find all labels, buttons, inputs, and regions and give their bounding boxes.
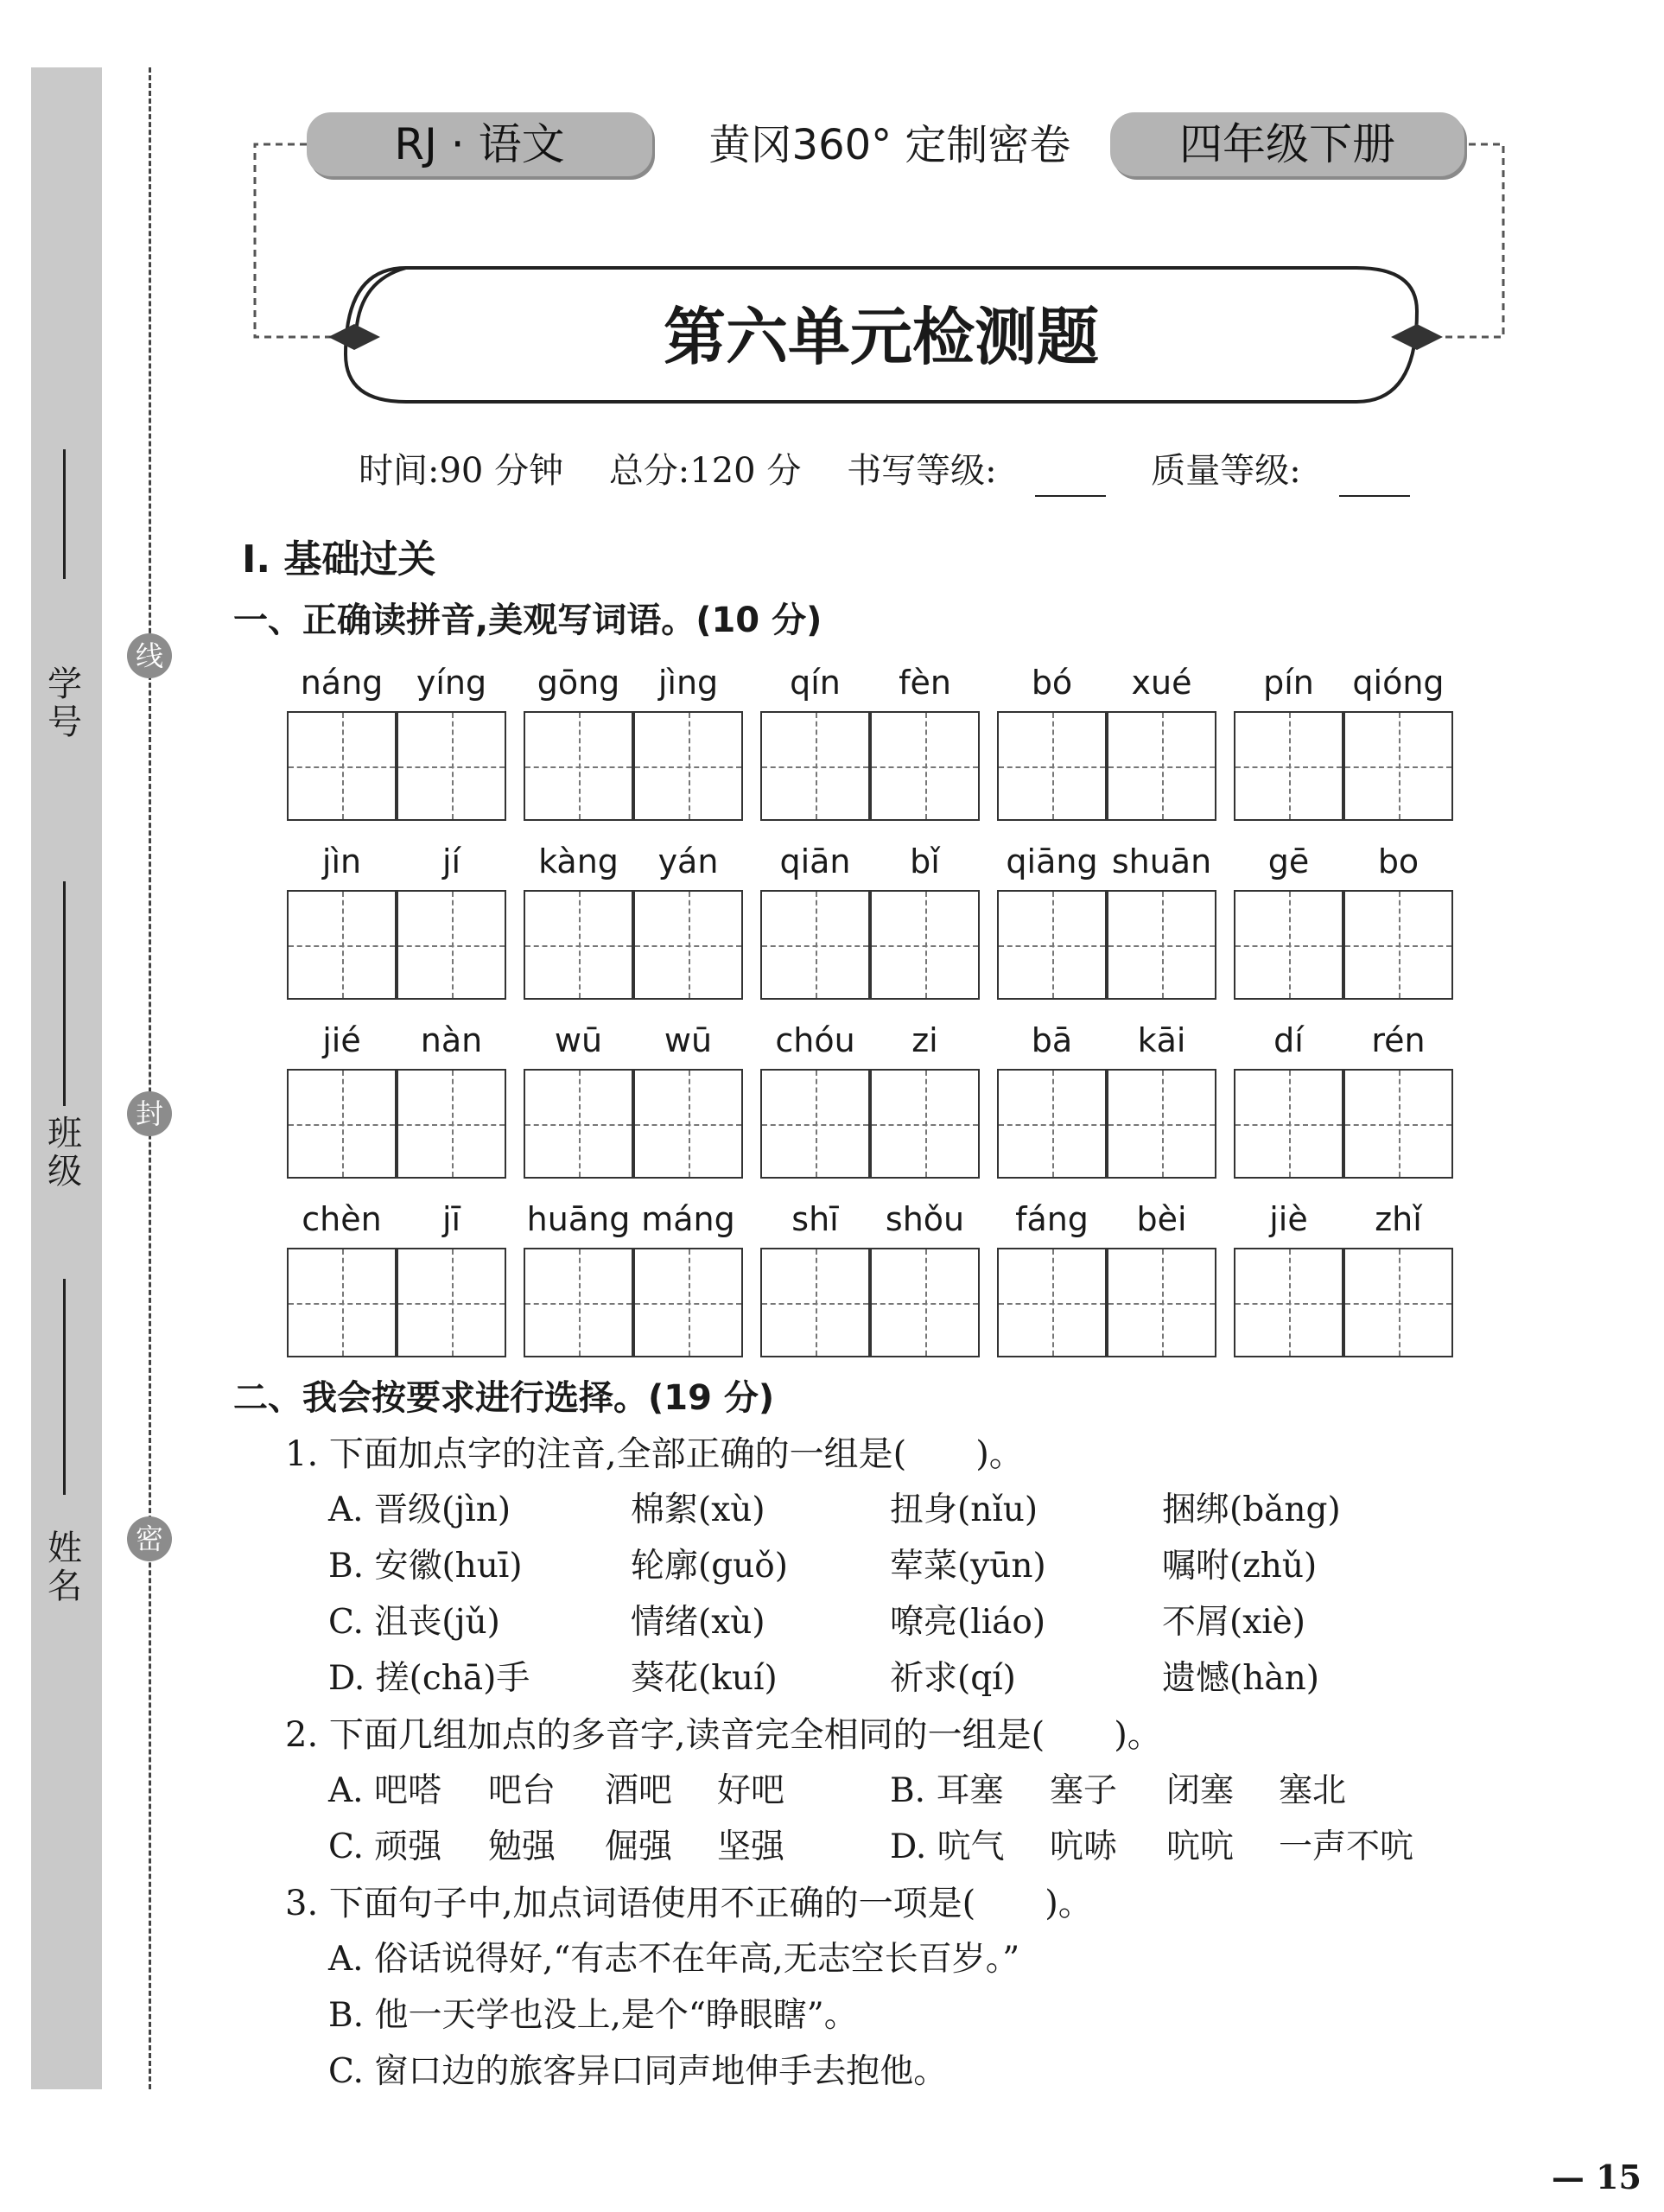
option-2a-2: 吧台 [488,1771,556,1810]
writing-box[interactable] [287,890,397,1000]
writing-box[interactable] [1107,1069,1216,1179]
option-2d-1[interactable]: D. 吭气 [890,1827,1005,1866]
writing-box[interactable] [1234,1069,1343,1179]
option-2b-4: 塞北 [1279,1771,1347,1810]
page-number: — 15 [1551,2158,1642,2196]
writing-box[interactable] [633,1069,743,1179]
seal-seal-mark: 封 [127,1091,172,1136]
writing-box[interactable] [1343,1248,1453,1357]
pinyin-label: jiè [1269,1200,1308,1238]
pinyin-label: gōng [537,664,620,702]
writing-box[interactable] [870,1248,980,1357]
series-title: 黄冈360° 定制密卷 [708,121,1071,169]
option-1b-4: 嘱咐(zhǔ) [1162,1547,1318,1586]
pinyin-label: zhǐ [1375,1200,1422,1238]
option-1c-3: 嘹亮(liáo) [890,1603,1046,1642]
sub-question-1: 1. 下面加点字的注音,全部正确的一组是( )。 [285,1434,1024,1474]
writing-box[interactable] [760,1248,870,1357]
question-1-title: 一、正确读拼音,美观写词语。(10 分) [233,601,822,640]
writing-box[interactable] [397,1248,506,1357]
option-1a-4: 捆绑(bǎng) [1162,1491,1341,1529]
pinyin-label: dí [1273,1021,1304,1059]
pinyin-label: jìng [657,664,719,702]
pinyin-label: wū [554,1021,603,1059]
writing-grade-blank[interactable] [1035,461,1106,497]
writing-box[interactable] [997,890,1107,1000]
quality-grade-blank[interactable] [1339,461,1410,497]
time-info: 时间:90 分钟 [359,451,564,491]
option-1b-1[interactable]: B. 安徽(huī) [328,1547,523,1586]
writing-box[interactable] [397,1069,506,1179]
pinyin-label: qiāng [1006,842,1098,880]
pinyin-label: chèn [302,1200,382,1238]
pinyin-label: náng [300,664,384,702]
option-1c-4: 不屑(xiè) [1162,1603,1305,1642]
pinyin-label: shǒu [885,1200,965,1238]
writing-box[interactable] [1107,1248,1216,1357]
sub-question-3: 3. 下面句子中,加点词语使用不正确的一项是( )。 [285,1884,1093,1923]
question-2-title: 二、我会按要求进行选择。(19 分) [233,1378,775,1418]
option-2a-1[interactable]: A. 吧嗒 [328,1771,441,1810]
writing-box[interactable] [1107,890,1216,1000]
pinyin-label: yán [657,842,719,880]
class-blank[interactable] [63,881,66,1106]
pinyin-label: bo [1377,842,1419,880]
writing-box[interactable] [1343,890,1453,1000]
total-score-info: 总分:120 分 [608,451,802,491]
pinyin-label: rén [1371,1021,1426,1059]
option-1d-2: 葵花(kuí) [631,1659,778,1698]
option-3a[interactable]: A. 俗话说得好,“有志不在年高,无志空长百岁。” [328,1940,1020,1979]
writing-box[interactable] [870,711,980,821]
writing-grade-label: 书写等级: [847,451,997,491]
writing-box[interactable] [1107,711,1216,821]
writing-box[interactable] [524,890,633,1000]
pinyin-label: gē [1267,842,1310,880]
sub-question-2: 2. 下面几组加点的多音字,读音完全相同的一组是( )。 [285,1715,1162,1755]
option-2a-3: 酒吧 [605,1771,673,1810]
writing-box[interactable] [397,711,506,821]
unit-title: 第六单元检测题 [663,300,1099,373]
writing-box[interactable] [870,890,980,1000]
part-heading: Ⅰ. 基础过关 [242,537,436,582]
student-id-label: 学号 [48,664,82,742]
pinyin-label: fèn [899,664,951,702]
option-1b-3: 荤菜(yūn) [890,1547,1046,1586]
option-3b[interactable]: B. 他一天学也没上,是个“睁眼瞎”。 [328,1996,858,2035]
option-2c-1[interactable]: C. 顽强 [328,1827,442,1866]
pinyin-label: qín [790,664,841,702]
name-label: 姓名 [48,1529,82,1606]
pinyin-label: zi [911,1021,938,1059]
pinyin-label: bó [1031,664,1073,702]
pinyin-label: yíng [416,664,487,702]
pinyin-label: kāi [1137,1021,1186,1059]
option-1c-1[interactable]: C. 沮丧(jǔ) [328,1603,500,1642]
option-2a-4: 好吧 [717,1771,785,1810]
name-blank[interactable] [63,1279,66,1495]
writing-box[interactable] [633,1248,743,1357]
pinyin-label: qióng [1352,664,1445,702]
grade-pill: 四年级下册 [1110,112,1464,176]
writing-box[interactable] [1343,711,1453,821]
pinyin-label: shī [791,1200,839,1238]
writing-box[interactable] [287,1069,397,1179]
option-2d-4: 一声不吭 [1279,1827,1414,1866]
writing-box[interactable] [633,711,743,821]
pinyin-label: jī [441,1200,461,1238]
pinyin-label: nàn [420,1021,483,1059]
writing-box[interactable] [1234,890,1343,1000]
option-1c-2: 情绪(xù) [631,1603,765,1642]
student-id-blank[interactable] [63,449,66,579]
option-2d-2: 吭哧 [1050,1827,1118,1866]
option-3c[interactable]: C. 窗口边的旅客异口同声地伸手去抱他。 [328,2052,948,2091]
seal-secret-mark: 密 [127,1516,172,1561]
writing-box[interactable] [524,1069,633,1179]
pinyin-label: jié [322,1021,361,1059]
pinyin-label: wū [664,1021,713,1059]
option-1a-2: 棉絮(xù) [631,1491,765,1529]
option-1d-3: 祈求(qí) [890,1659,1016,1698]
pinyin-label: kàng [538,842,619,880]
pinyin-label: pín [1263,664,1314,702]
writing-box[interactable] [524,1248,633,1357]
pinyin-label: máng [641,1200,735,1238]
option-1d-1[interactable]: D. 搓(chā)手 [328,1659,530,1698]
option-2b-2: 塞子 [1050,1771,1118,1810]
writing-box[interactable] [1343,1069,1453,1179]
class-label: 班级 [48,1114,82,1192]
pinyin-label: jí [441,842,461,880]
pinyin-label: qiān [779,842,851,880]
writing-box[interactable] [870,1069,980,1179]
subject-pill: RJ · 语文 [307,112,652,176]
writing-box[interactable] [760,1069,870,1179]
quality-grade-label: 质量等级: [1151,451,1301,491]
writing-box[interactable] [997,1248,1107,1357]
writing-box[interactable] [760,711,870,821]
pinyin-label: bā [1031,1021,1073,1059]
pinyin-label: xué [1131,664,1192,702]
writing-box[interactable] [1234,1248,1343,1357]
option-2b-3: 闭塞 [1166,1771,1235,1810]
writing-box[interactable] [397,890,506,1000]
pinyin-label: huāng [526,1200,631,1238]
pinyin-label: bǐ [910,842,940,880]
writing-box[interactable] [287,1248,397,1357]
seal-line-mark: 线 [127,633,172,678]
pinyin-label: bèi [1136,1200,1187,1238]
option-2d-3: 吭吭 [1166,1827,1235,1866]
writing-box[interactable] [997,1069,1107,1179]
writing-box[interactable] [997,711,1107,821]
writing-box[interactable] [633,890,743,1000]
pinyin-label: jìn [321,842,362,880]
writing-box[interactable] [287,711,397,821]
option-1a-1[interactable]: A. 晋级(jìn) [328,1491,511,1529]
exam-info [359,445,1445,497]
option-1a-3: 扭身(nǐu) [890,1491,1038,1529]
writing-box[interactable] [760,890,870,1000]
pinyin-label: chóu [775,1021,855,1059]
option-2b-1[interactable]: B. 耳塞 [890,1771,1004,1810]
option-1b-2: 轮廓(guǒ) [631,1547,788,1586]
writing-box[interactable] [1234,711,1343,821]
option-2c-2: 勉强 [488,1827,556,1866]
pinyin-label: fáng [1015,1200,1089,1238]
option-2c-3: 倔强 [605,1827,673,1866]
option-1d-4: 遗憾(hàn) [1162,1659,1319,1698]
option-2c-4: 坚强 [717,1827,785,1866]
pinyin-label: shuān [1111,842,1212,880]
writing-box[interactable] [524,711,633,821]
